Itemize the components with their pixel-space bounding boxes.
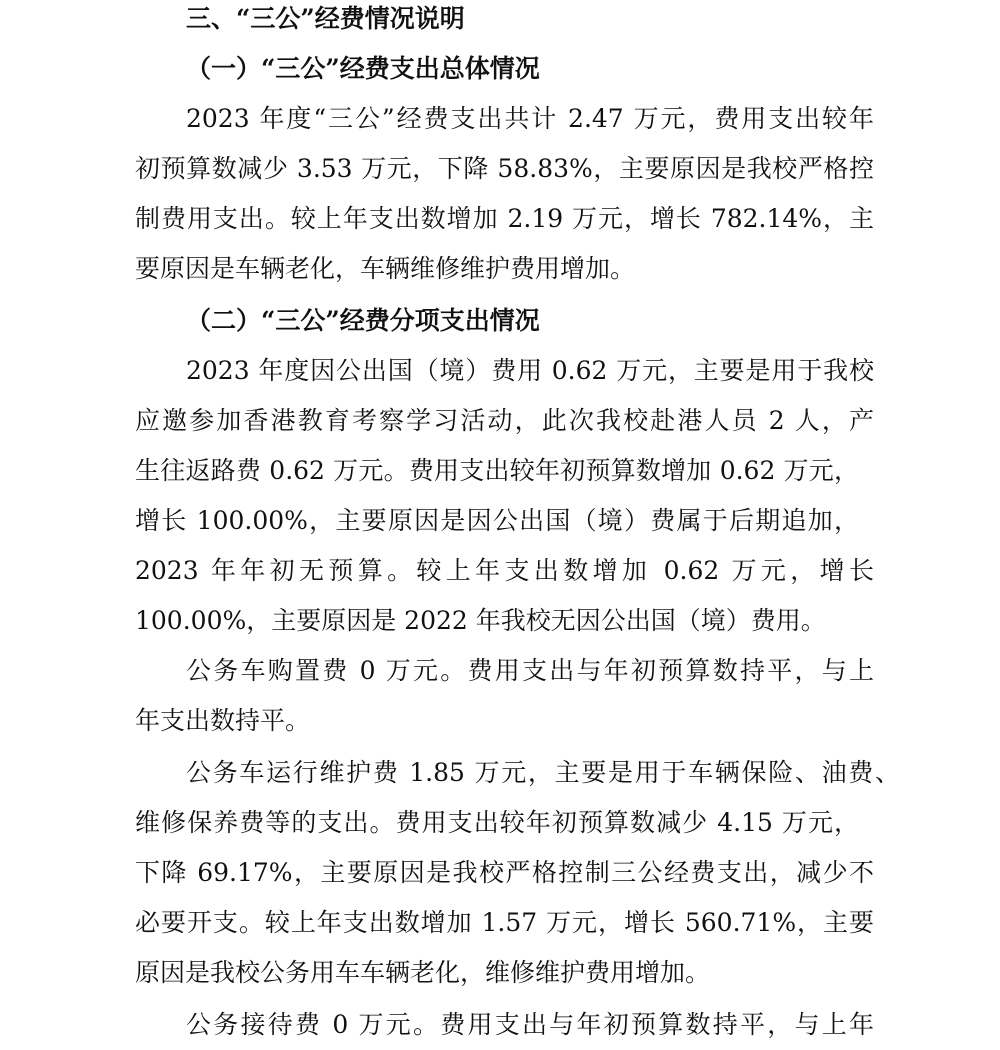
paragraph-line: 公务接待费 0 万元。费用支出与年初预算数持平，与上年	[186, 1010, 874, 1039]
paragraph-line: 2023 年度“三公”经费支出共计 2.47 万元，费用支出较年	[186, 104, 874, 133]
paragraph-line: 制费用支出。较上年支出数增加 2.19 万元，增长 782.14%，主	[135, 204, 874, 233]
paragraph-line: 下降 69.17%，主要原因是我校严格控制三公经费支出，减少不	[135, 858, 874, 887]
section-title: 三、“三公”经费情况说明	[186, 4, 465, 33]
paragraph-line: 2023 年度因公出国（境）费用 0.62 万元，主要是用于我校	[186, 356, 874, 385]
paragraph-line: 增长 100.00%，主要原因是因公出国（境）费属于后期追加，	[135, 506, 859, 535]
paragraph-line: 原因是我校公务用车车辆老化，维修维护费用增加。	[135, 958, 711, 987]
paragraph-line: 公务车购置费 0 万元。费用支出与年初预算数持平，与上	[186, 656, 874, 685]
paragraph-line: 应邀参加香港教育考察学习活动，此次我校赴港人员 2 人，产	[135, 406, 874, 435]
paragraph-line: 维修保养费等的支出。费用支出较年初预算数减少 4.15 万元，	[135, 808, 859, 837]
paragraph-line: 要原因是车辆老化，车辆维修维护费用增加。	[135, 254, 636, 283]
subsection-title-overall: （一）“三公”经费支出总体情况	[186, 54, 540, 83]
paragraph-line: 年支出数持平。	[135, 706, 311, 735]
paragraph-line: 公务车运行维护费 1.85 万元，主要是用于车辆保险、油费、	[186, 758, 900, 787]
subsection-title-itemized: （二）“三公”经费分项支出情况	[186, 306, 540, 335]
paragraph-line: 必要开支。较上年支出数增加 1.57 万元，增长 560.71%，主要	[135, 908, 874, 937]
paragraph-line: 2023 年年初无预算。较上年支出数增加 0.62 万元，增长	[135, 556, 874, 585]
paragraph-line: 100.00%，主要原因是 2022 年我校无因公出国（境）费用。	[135, 606, 826, 635]
paragraph-line: 生往返路费 0.62 万元。费用支出较年初预算数增加 0.62 万元，	[135, 456, 859, 485]
paragraph-line: 初预算数减少 3.53 万元，下降 58.83%，主要原因是我校严格控	[135, 154, 874, 183]
